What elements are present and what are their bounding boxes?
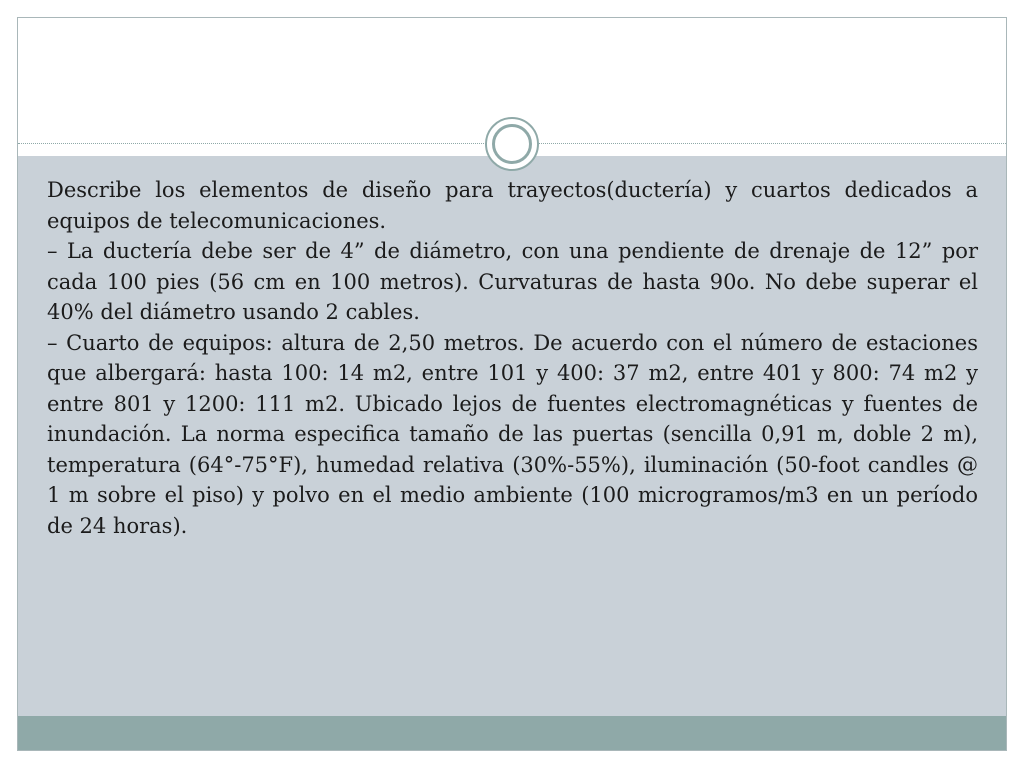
body-paragraph-cuarto-equipos: – Cuarto de equipos: altura de 2,50 metros. De acuerdo con el número de estaciones que albergará: hasta 100: 14 m2, entre 101 y 400: 37 m2, entre 401 y 800: 74 m2 y entre 801 y 1200: 111 m2. Ubicado lejos de fuentes electromagnéticas y fuentes de inundación. La norma especifica tamaño de las puertas (sencilla 0,91 m, doble 2 m), temperatura (64°-75°F), humedad relativa (30%-55%), iluminación (50-foot candles @ 1 m sobre el piso) y polvo en el medio ambiente (100 microgramos/m3 en un período de 24 horas). [47,330,978,538]
slide [17,17,1007,751]
body-paragraph-intro: Describe los elementos de diseño para trayectos(ductería) y cuartos dedicados a equipos de telecomunicaciones. [47,178,978,233]
slide-body [47,175,978,541]
footer-band [18,716,1006,751]
ring-ornament-icon [485,117,539,171]
body-paragraph-ducteria: – La ductería debe ser de 4” de diámetro, con una pendiente de drenaje de 12” por cada 100 pies (56 cm en 100 metros). Curvaturas de hasta 90o. No debe superar el 40% del diámetro usando 2 cables. [47,239,978,324]
